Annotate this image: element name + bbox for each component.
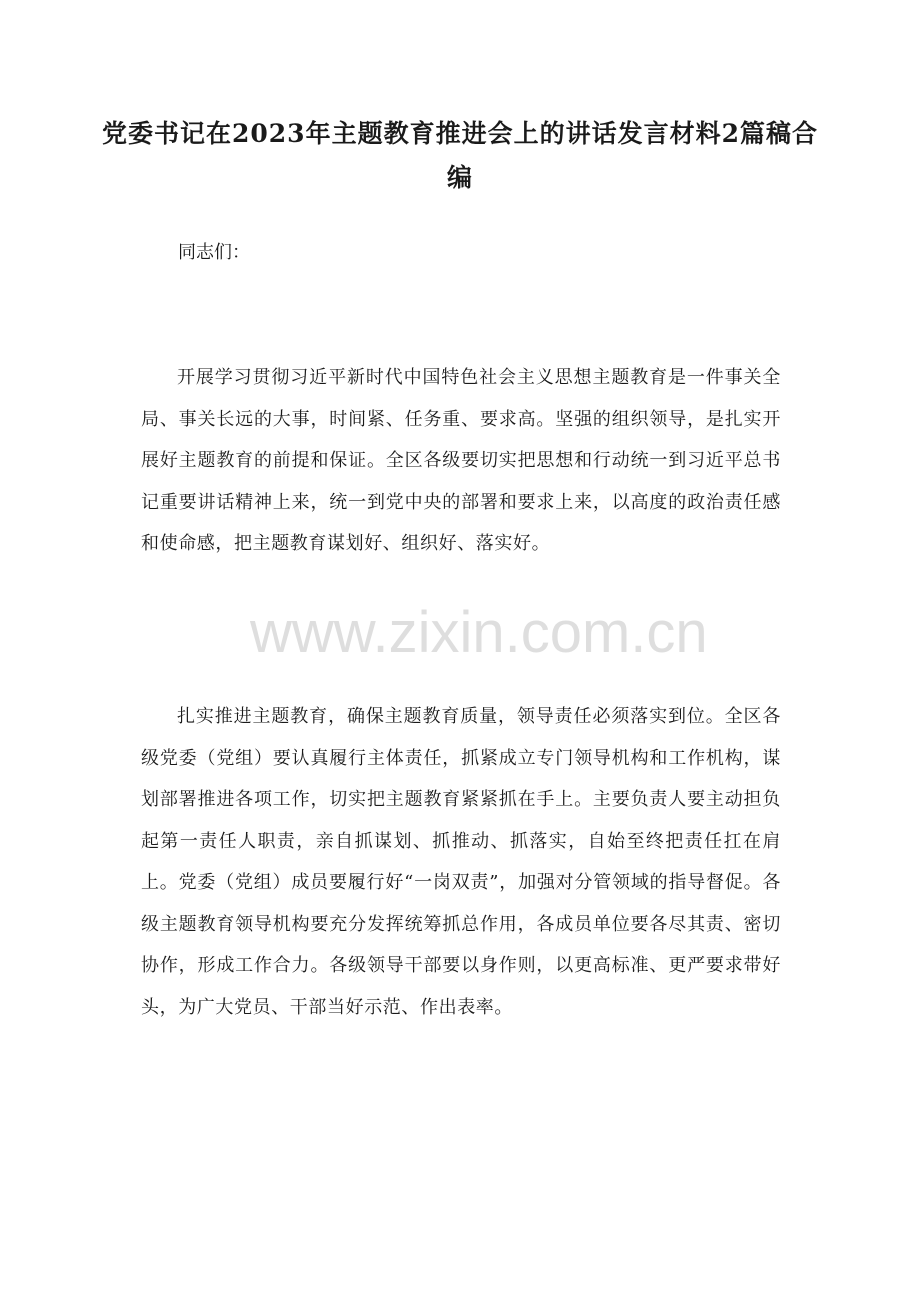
paragraph-2: 扎实推进主题教育，确保主题教育质量，领导责任必须落实到位。全区各级党委（党组）要认真履行主体责任，抓紧成立专门领导机构和工作机构，谋划部署推进各项工作，切实把主题教育紧紧抓在手上。主要负责人要主动担负起第一责任人职责，亲自抓谋划、抓推动、抓落实，自始至终把责任扛在肩上。党委（党组）成员要履行好“一岗双责”，加强对分管领域的指导督促。各级主题教育领导机构要充分发挥统筹抓总作用，各成员单位要各尽其责、密切协作，形成工作合力。各级领导干部要以身作则，以更高标准、更严要求带好头，为广大党员、干部当好示范、作出表率。 — [141, 706, 781, 1018]
document-title: 党委书记在2023年主题教育推进会上的讲话发言材料2篇稿合编 — [102, 119, 818, 192]
watermark: www.zixin.com.cn — [250, 600, 708, 665]
salutation: 同志们： — [178, 242, 250, 263]
paragraph-1: 开展学习贯彻习近平新时代中国特色社会主义思想主题教育是一件事关全局、事关长远的大事，时间紧、任务重、要求高。坚强的组织领导，是扎实开展好主题教育的前提和保证。全区各级要切实把思想和行动统一到习近平总书记重要讲话精神上来，统一到党中央的部署和要求上来，以高度的政治责任感和使命感，把主题教育谋划好、组织好、落实好。 — [141, 367, 781, 554]
